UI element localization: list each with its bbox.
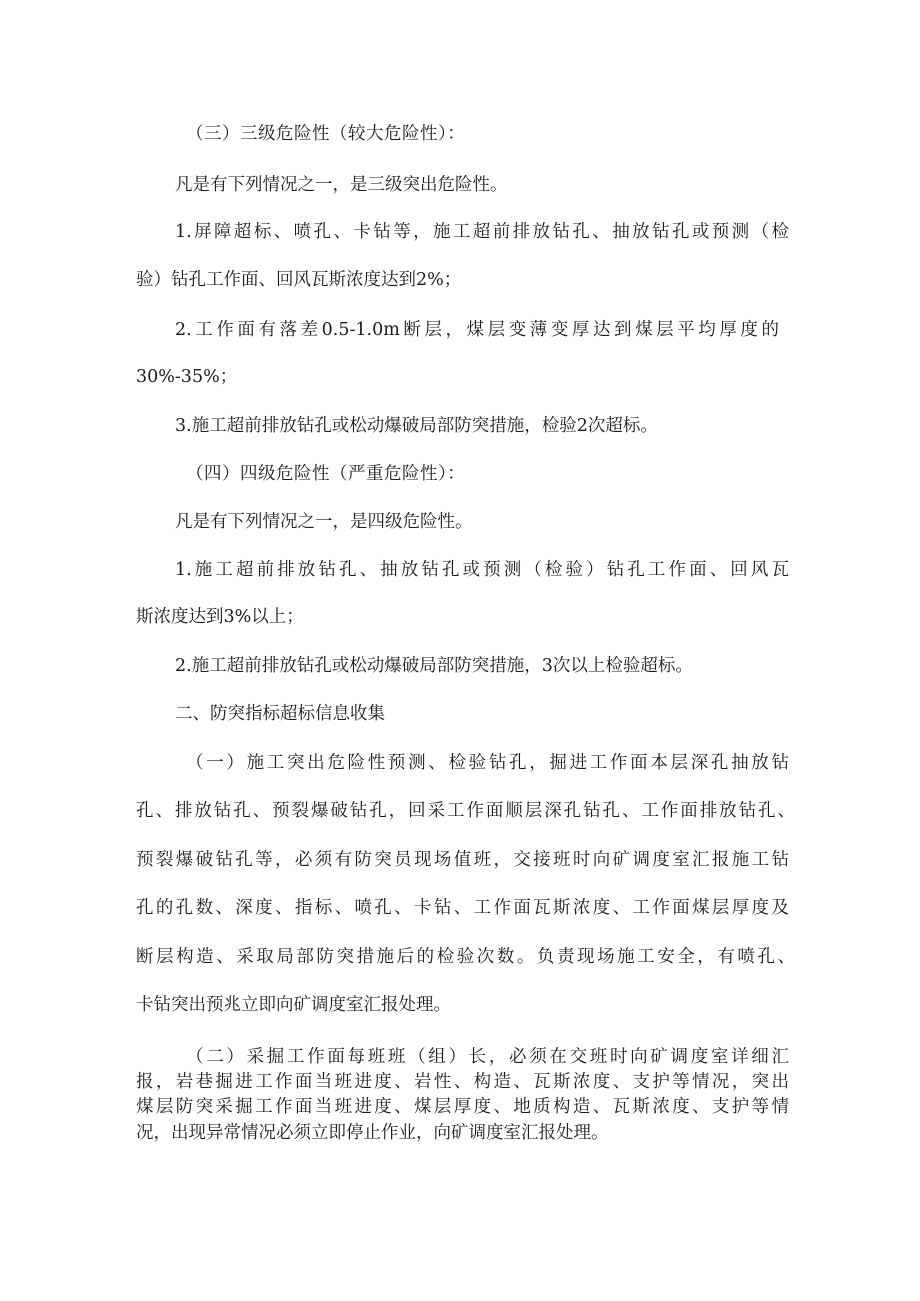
paragraph-line: （二）采掘工作面每班班（组）长，必须在交班时向矿调度室详细汇 [186, 1047, 789, 1067]
paragraph-line: 卡钻突出预兆立即向矿调度室汇报处理。 [136, 995, 451, 1015]
paragraph-line: （一）施工突出危险性预测、检验钻孔，掘进工作面本层深孔抽放钻 [186, 753, 789, 773]
section-heading-level-3: （三）三级危险性（较大危险性）： [186, 124, 466, 144]
paragraph-line: 斯浓度达到3%以上； [136, 607, 304, 627]
paragraph-line: 1.施工超前排放钻孔、抽放钻孔或预测（检验）钻孔工作面、回风瓦 [175, 560, 789, 580]
paragraph-line: 凡是有下列情况之一，是四级危险性。 [175, 512, 473, 532]
paragraph-line: 断层构造、采取局部防突措施后的检验次数。负责现场施工安全，有喷孔、 [136, 947, 795, 967]
section-title: 二、防突指标超标信息收集 [175, 704, 385, 724]
paragraph-line: 2.工作面有落差0.5-1.0m断层，煤层变薄变厚达到煤层平均厚度的 [175, 320, 779, 340]
paragraph-line: 凡是有下列情况之一，是三级突出危险性。 [175, 175, 508, 195]
paragraph-line: 孔、排放钻孔、预裂爆破钻孔，回采工作面顺层深孔钻孔、工作面排放钻孔、 [136, 801, 795, 821]
paragraph-line: 煤层防突采掘工作面当班进度、煤层厚度、地质构造、瓦斯浓度、支护等情 [136, 1097, 789, 1117]
section-heading-level-4: （四）四级危险性（严重危险性）： [186, 464, 466, 484]
paragraph-line: 况，出现异常情况必须立即停止作业，向矿调度室汇报处理。 [136, 1123, 609, 1143]
paragraph-line: 验）钻孔工作面、回风瓦斯浓度达到2%； [136, 270, 462, 290]
paragraph-line: 1.屏障超标、喷孔、卡钻等，施工超前排放钻孔、抽放钻孔或预测（检 [175, 222, 789, 242]
paragraph-line: 预裂爆破钻孔等，必须有防突员现场值班，交接班时向矿调度室汇报施工钻 [136, 850, 789, 870]
paragraph-line: 3.施工超前排放钻孔或松动爆破局部防突措施，检验2次超标。 [175, 416, 658, 436]
paragraph-line: 30%-35%； [136, 367, 238, 387]
paragraph-line: 报，岩巷掘进工作面当班进度、岩性、构造、瓦斯浓度、支护等情况，突出 [136, 1072, 789, 1092]
paragraph-line: 2.施工超前排放钻孔或松动爆破局部防突措施，3次以上检验超标。 [175, 656, 693, 676]
paragraph-line: 孔的孔数、深度、指标、喷孔、卡钻、工作面瓦斯浓度、工作面煤层厚度及 [136, 898, 789, 918]
